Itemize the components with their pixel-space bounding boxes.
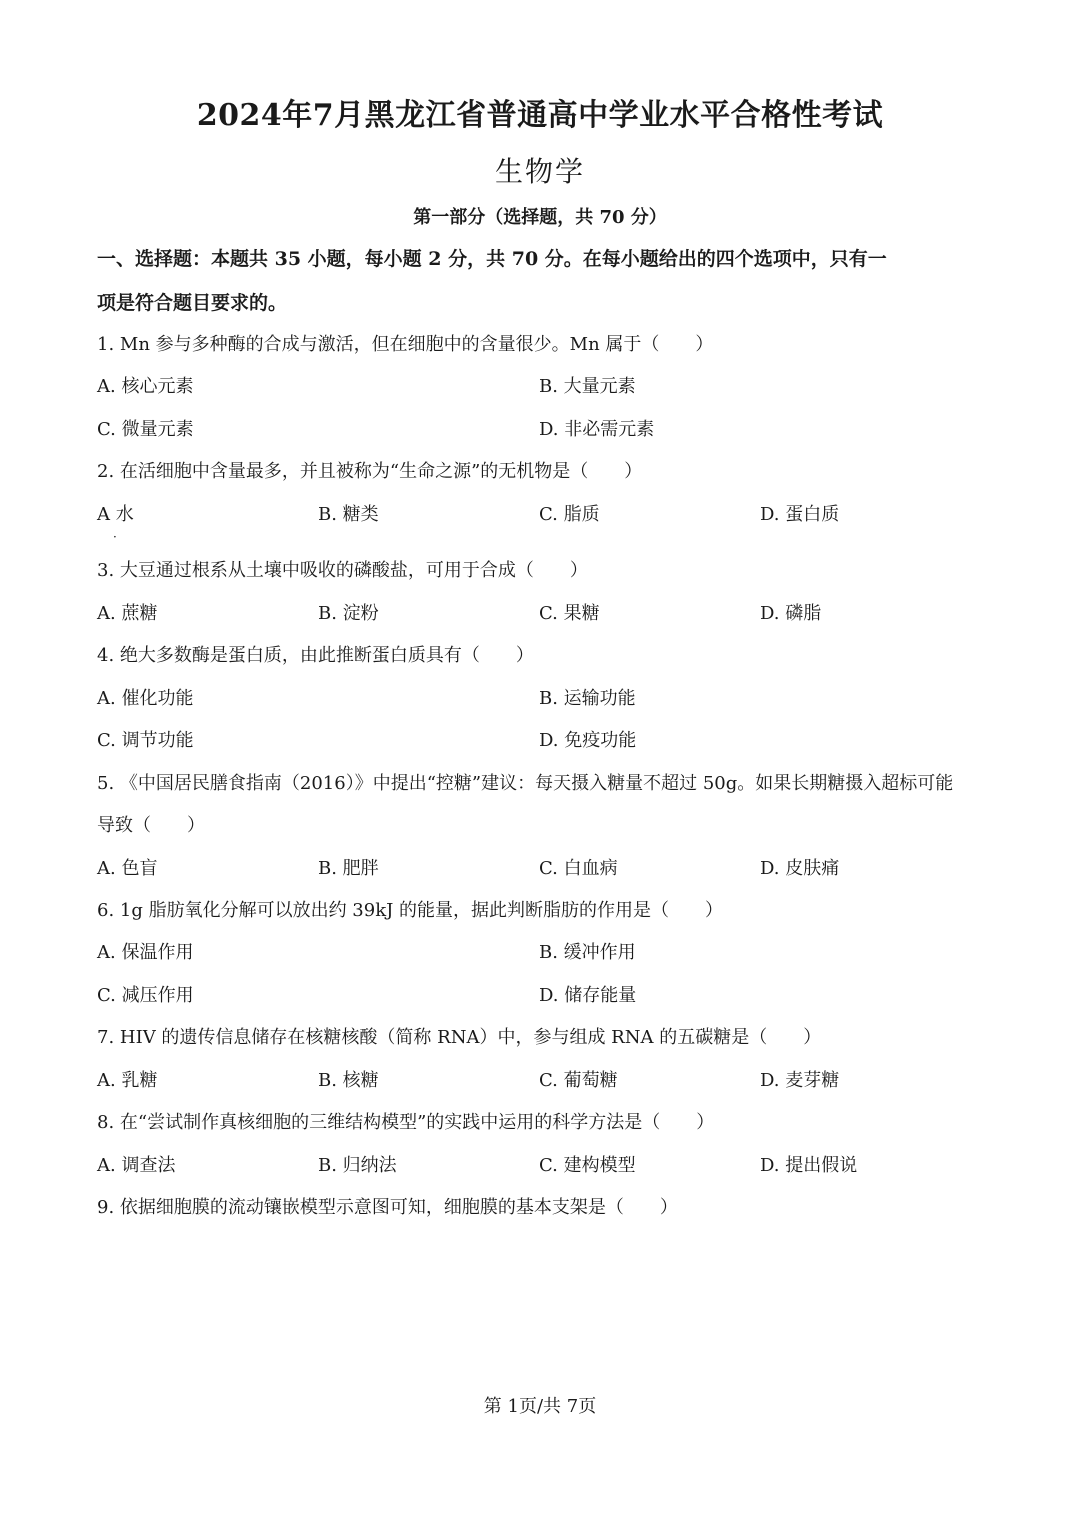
q2-option-c[interactable]: C. 脂质 <box>539 504 600 525</box>
q1-option-a[interactable]: A. 核心元素 <box>97 376 194 397</box>
subject-title: 生物学 <box>494 155 585 188</box>
q4-option-c[interactable]: C. 调节功能 <box>97 730 194 751</box>
q4-option-d[interactable]: D. 免疫功能 <box>539 730 637 751</box>
q8-option-a[interactable]: A. 调查法 <box>97 1155 176 1176</box>
question-stem-2: 2. 在活细胞中含量最多，并且被称为“生命之源”的无机物是（ ） <box>97 461 643 482</box>
q1-option-d[interactable]: D. 非必需元素 <box>539 419 655 440</box>
question-stem-9: 9. 依据细胞膜的流动镶嵌模型示意图可知，细胞膜的基本支架是（ ） <box>97 1197 678 1218</box>
question-stem-8: 8. 在“尝试制作真核细胞的三维结构模型”的实践中运用的科学方法是（ ） <box>97 1112 715 1133</box>
q7-option-d[interactable]: D. 麦芽糖 <box>760 1070 840 1091</box>
q8-option-c[interactable]: C. 建构模型 <box>539 1155 636 1176</box>
q3-option-a[interactable]: A. 蔗糖 <box>97 603 158 624</box>
q3-option-b[interactable]: B. 淀粉 <box>318 603 379 624</box>
question-stem-5: 5. 《中国居民膳食指南（2016）》中提出“控糖”建议：每天摄入糖量不超过 50g。如果长期糖摄入超标可能 <box>97 773 954 794</box>
q8-option-d[interactable]: D. 提出假说 <box>760 1155 858 1176</box>
q2-option-b[interactable]: B. 糖类 <box>318 504 379 525</box>
q6-option-d[interactable]: D. 储存能量 <box>539 985 637 1006</box>
q7-option-b[interactable]: B. 核糖 <box>318 1070 379 1091</box>
instruction-line-1: 一、选择题：本题共 35 小题，每小题 2 分，共 70 分。在每小题给出的四个选项中，只有一 <box>97 248 887 270</box>
q7-option-a[interactable]: A. 乳糖 <box>97 1070 158 1091</box>
q2-option-a[interactable]: A 水 <box>97 504 134 525</box>
q3-option-c[interactable]: C. 果糖 <box>539 603 600 624</box>
q4-option-a[interactable]: A. 催化功能 <box>97 688 194 709</box>
stray-dot: · <box>113 530 117 544</box>
q7-option-c[interactable]: C. 葡萄糖 <box>539 1070 618 1091</box>
q2-option-d[interactable]: D. 蛋白质 <box>760 504 840 525</box>
q1-option-c[interactable]: C. 微量元素 <box>97 419 194 440</box>
instruction-line-2: 项是符合题目要求的。 <box>97 292 288 314</box>
q5-option-b[interactable]: B. 肥胖 <box>318 858 379 879</box>
question-stem-7: 7. HIV 的遗传信息储存在核糖核酸（简称 RNA）中，参与组成 RNA 的五碳糖是（ ） <box>97 1027 822 1048</box>
question-stem-5-cont: 导致（ ） <box>97 815 205 836</box>
q5-option-a[interactable]: A. 色盲 <box>97 858 158 879</box>
q8-option-b[interactable]: B. 归纳法 <box>318 1155 397 1176</box>
q6-option-c[interactable]: C. 减压作用 <box>97 985 194 1006</box>
q6-option-b[interactable]: B. 缓冲作用 <box>539 942 636 963</box>
q4-option-b[interactable]: B. 运输功能 <box>539 688 636 709</box>
q1-option-b[interactable]: B. 大量元素 <box>539 376 636 397</box>
question-stem-3: 3. 大豆通过根系从土壤中吸收的磷酸盐，可用于合成（ ） <box>97 560 588 581</box>
question-stem-4: 4. 绝大多数酶是蛋白质，由此推断蛋白质具有（ ） <box>97 645 534 666</box>
q5-option-c[interactable]: C. 白血病 <box>539 858 618 879</box>
part-heading: 第一部分（选择题，共 70 分） <box>413 207 667 228</box>
exam-title: 2024年7月黑龙江省普通高中学业水平合格性考试 <box>196 98 884 133</box>
page-footer: 第 1页/共 7页 <box>483 1396 597 1417</box>
q3-option-d[interactable]: D. 磷脂 <box>760 603 822 624</box>
question-stem-1: 1. Mn 参与多种酶的合成与激活，但在细胞中的含量很少。Mn 属于（ ） <box>97 334 714 355</box>
q6-option-a[interactable]: A. 保温作用 <box>97 942 194 963</box>
q5-option-d[interactable]: D. 皮肤痛 <box>760 858 840 879</box>
question-stem-6: 6. 1g 脂肪氧化分解可以放出约 39kJ 的能量，据此判断脂肪的作用是（ ） <box>97 900 724 921</box>
